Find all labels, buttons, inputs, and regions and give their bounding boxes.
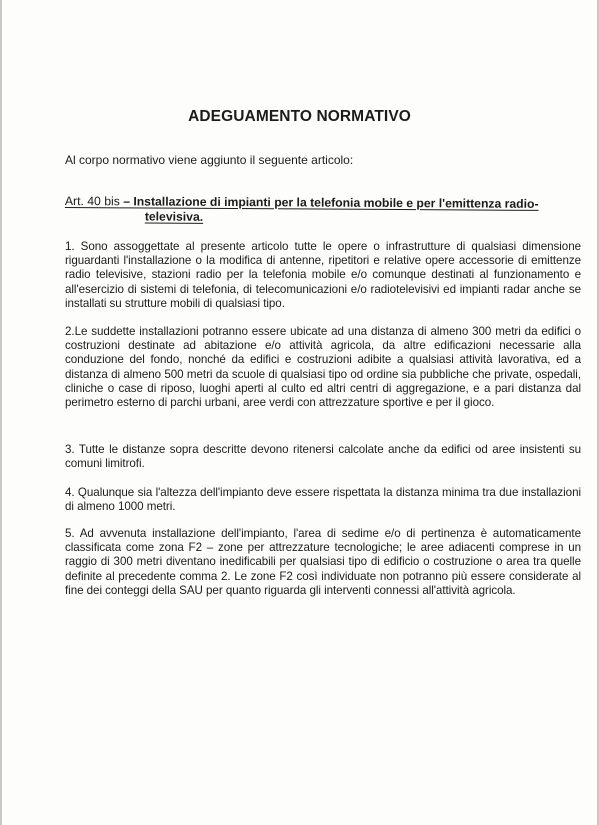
paragraph-5: 5. Ad avvenuta installazione dell'impianto, l'area di sedime e/o di pertinenza è automaticamente classificata come zona F2 – zone per attrezzature tecnologiche; le aree adiacenti comprese in un raggio di 300 metri diventano inedificabili per qualsiasi tipo di edificio o costruzione o area tra quelle definite al precedente comma 2. Le zone F2 così individuate non potranno più essere considerate al fine dei conteggi della SAU per quanto riguarda gli interventi connessi all'attività agricola.	[65, 527, 581, 597]
paragraph-4: 4. Qualunque sia l'altezza dell'impianto deve essere rispettata la distanza minima tra due installazioni di almeno 1000 metri.	[65, 486, 581, 514]
paragraph-3: 3. Tutte le distanze sopra descritte devono ritenersi calcolate anche da edifici od aree insistenti su comuni limitrofi.	[65, 443, 581, 471]
paragraph-2: 2.Le suddette installazioni potranno essere ubicate ad una distanza di almeno 300 metri da edifici o costruzioni destinate ad abitazione e/o attività agricola, da altre edificazioni necessarie alla conduzione del fondo, nonché da edifici e costruzioni adibite a qualsiasi attività lavorativa, ed a distanza di almeno 500 metri da scuole di qualsiasi tipo od ordine sia pubbliche che private, ospedali, cliniche o case di riposo, luoghi aperti al culto ed altri centri di aggregazione, e a pari distanza dal perimetro esterno di parchi urbani, aree verdi con attrezzature sportive e per il gioco.	[65, 325, 581, 410]
article-heading	[65, 194, 583, 227]
article-heading-line1	[65, 194, 583, 212]
article-number: Art. 40 bis	[64, 194, 120, 209]
paragraph-1: 1. Sono assoggettate al presente articolo tutte le opere o infrastrutture di qualsiasi dimensione riguardanti l'installazione o la modifica di antenne, ripetitori e relative opere accessorie di emittenze radio televisive, stazioni radio per la telefonia mobile e/o comunque destinati al funzionamento e all'esercizio di sistemi di telefonia, di telecomunicazioni e/o radiotelevisivi ed impianti radar anche se installati su strutture mobili di qualsiasi tipo.	[65, 240, 581, 310]
intro-text: Al corpo normativo viene aggiunto il seguente articolo:	[65, 153, 354, 167]
document-title: ADEGUAMENTO NORMATIVO	[188, 108, 411, 125]
article-heading-text: – Installazione di impianti per la telefonia mobile e per l'emittenza radio-	[119, 194, 539, 211]
article-heading-line2: televisiva.	[144, 209, 204, 224]
